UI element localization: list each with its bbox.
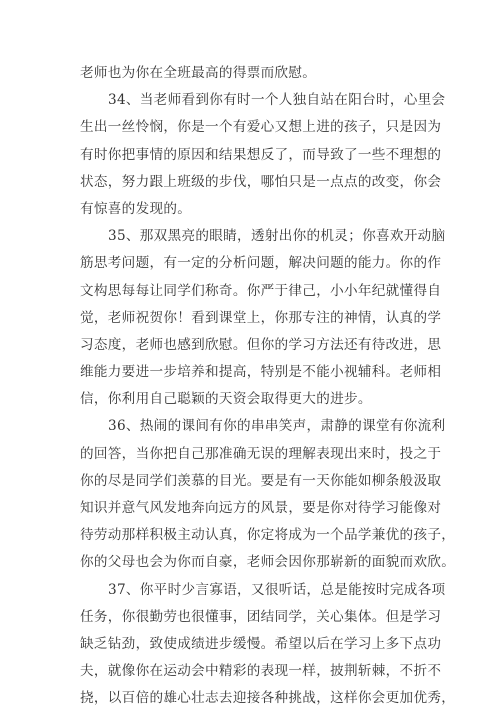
paragraph-line: 夫，就像你在运动会中精彩的表现一样，披荆斩棘，不折不: [80, 663, 442, 680]
paragraph-line: 35、那双黑亮的眼睛，透射出你的机灵；你喜欢开动脑: [108, 228, 446, 245]
paragraph-line: 34、当老师看到你有时一个人独自站在阳台时，心里会: [108, 92, 446, 109]
paragraph-line: 维能力要进一步培养和提高，特别是不能小视辅科。老师相: [80, 364, 442, 381]
intro-paragraph: [80, 60, 422, 87]
paragraph-line: 待劳动那样积极主动认真，你定将成为一个品学兼优的孩子，: [80, 527, 456, 544]
paragraph-line: 老师也为你在全班最高的得票而欣慰。: [80, 65, 317, 81]
paragraph-line: 信，你利用自己聪颖的天资会取得更大的进步。: [80, 391, 372, 408]
paragraph-line: 任务，你很勤劳也很懂事，团结同学，关心集体。但是学习: [80, 608, 442, 625]
paragraph-line: 你的父母也会为你而自豪，老师会因你那崭新的面貌而欢欣。: [80, 554, 456, 571]
paragraph-line: 的回答，当你把自己那准确无误的理解表现出来时，投之于: [80, 445, 442, 462]
paragraph-line: 习态度，老师也感到欣慰。但你的学习方法还有待改进，思: [80, 336, 442, 353]
paragraph-line: 状态，努力跟上班级的步伐，哪怕只是一点点的改变，你会: [80, 173, 442, 190]
paragraph-37: [80, 577, 456, 713]
paragraph-line: 筋思考问题，有一定的分析问题，解决问题的能力。你的作: [80, 255, 442, 272]
paragraph-line: 挠，以百倍的雄心壮志去迎接各种挑战，这样你会更加优秀，: [80, 690, 456, 707]
paragraph-line: 觉，老师祝贺你！看到课堂上，你那专注的神情，认真的学: [80, 309, 442, 326]
paragraph-35: [80, 223, 446, 413]
paragraph-line: 缺乏钻劲，致使成绩进步缓慢。希望以后在学习上多下点功: [80, 635, 442, 652]
paragraph-34: [80, 87, 446, 223]
paragraph-line: 文构思每每让同学们称奇。你严于律己，小小年纪就懂得自: [80, 282, 442, 299]
document-body: [80, 60, 456, 713]
paragraph-line: 知识并意气风发地奔向远方的风景，要是你对待学习能像对: [80, 500, 442, 516]
paragraph-line: 36、热闹的课间有你的串串笑声，肃静的课堂有你流利: [108, 418, 446, 435]
paragraph-line: 有惊喜的发现的。: [80, 200, 192, 217]
paragraph-36: [80, 413, 456, 576]
paragraph-line: 你的尽是同学们羡慕的目光。要是有一天你能如柳条般汲取: [80, 472, 442, 489]
paragraph-line: 生出一丝怜悯，你是一个有爱心又想上进的孩子，只是因为: [80, 119, 442, 136]
paragraph-line: 有时你把事情的原因和结果想反了，而导致了一些不理想的: [80, 146, 442, 163]
paragraph-line: 37、你平时少言寡语，又很听话，总是能按时完成各项: [108, 581, 446, 598]
